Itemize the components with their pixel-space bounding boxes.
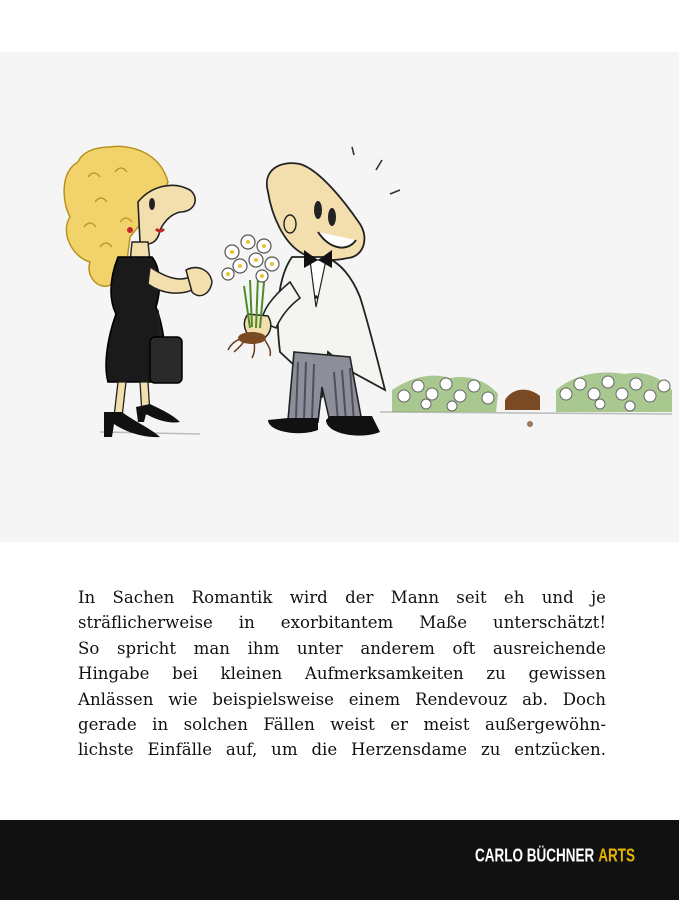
man-eye-left [314,201,322,219]
text-line: sträflicherweise in exorbitantem Maße unterschätzt! [78,613,606,633]
text-line: lichste Einfälle auf, um die Herzensdame zu entzücken. [78,740,606,760]
logo-arts: ARTS [598,845,635,866]
man-figure [222,147,400,436]
root-soil [238,332,266,344]
text-line: Hingabe bei kleinen Aufmerksamkeiten zu gewissen [78,664,606,684]
ground-line-right [380,412,672,414]
man-ear [284,215,296,233]
publisher-logo [475,845,635,865]
flower-bed [392,373,672,427]
text-line: So spricht man ihm unter anderem oft ausreichende [78,638,606,658]
man-shoe-right [326,416,380,436]
woman-shoe-right [136,404,180,423]
cartoon-drawing [0,52,679,542]
handbag [150,337,182,383]
cartoon-illustration [0,52,679,542]
man-eye-right [328,208,336,226]
woman-leg-left [114,382,126,417]
text-line: In Sachen Romantik wird der Mann seit eh und je [78,588,606,607]
bouquet-flowers [222,235,279,282]
soil-crumb [527,421,533,427]
woman-face [138,185,195,244]
woman-eye [149,198,155,210]
dug-soil [505,390,540,410]
excitement-marks [352,147,400,194]
text-line: Anlässen wie beispielsweise einem Rendevouz ab. Doch [78,689,606,709]
man-shoe-left [268,418,318,433]
top-margin [0,0,679,52]
text-line: gerade in solchen Fällen weist er meist außergewöhn- [78,715,606,735]
jacket-button [314,295,318,299]
footer-bar [0,820,679,900]
logo-name: CARLO BÜCHNER [475,845,595,866]
woman-figure [64,146,212,437]
woman-earring [127,227,133,233]
story-paragraph [78,585,606,763]
